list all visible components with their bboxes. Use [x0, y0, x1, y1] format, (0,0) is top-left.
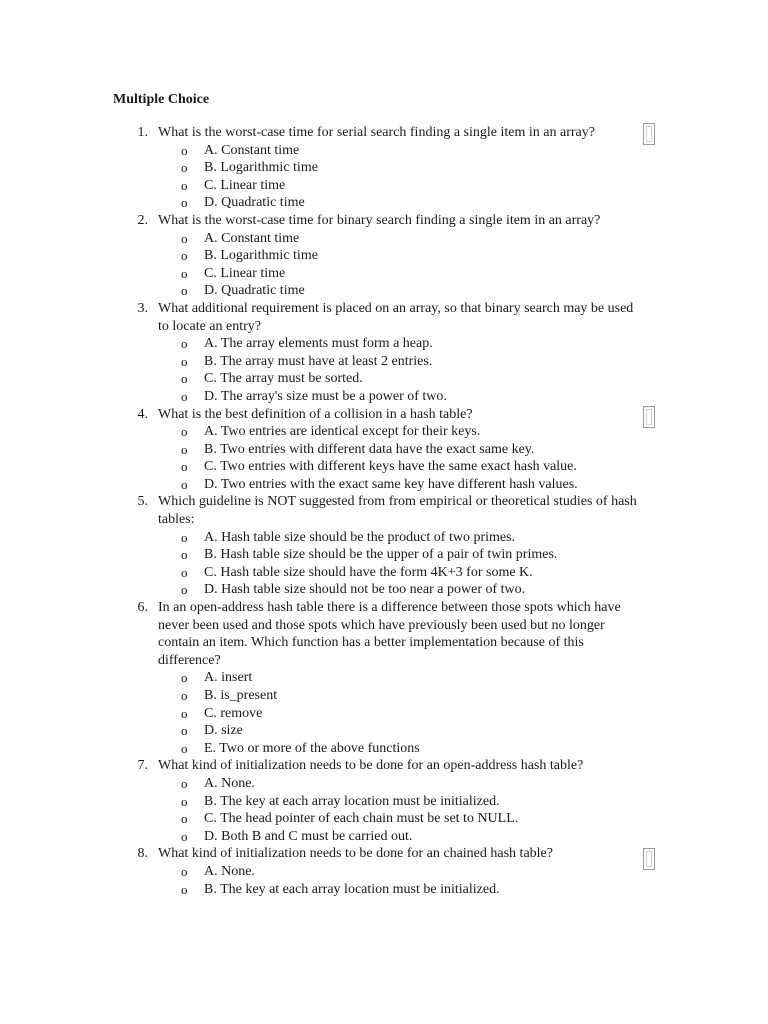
option-text: C. Linear time — [204, 265, 286, 281]
question-text: In an open-address hash table there is a difference between those spots which have never been used and those spots which have previously been used but no longer contain an item. Which function has a better implementation because of this difference? — [158, 600, 621, 668]
option-list — [0, 775, 768, 845]
option-text: D. Quadratic time — [204, 195, 305, 211]
option-text: D. Two entries with the exact same key have different hash values. — [204, 476, 578, 492]
bullet-icon: o — [181, 230, 188, 246]
answer-option — [0, 564, 768, 582]
question-text: What is the worst-case time for binary search finding a single item in an array? — [158, 212, 601, 228]
answer-option — [0, 282, 768, 300]
bullet-icon: o — [181, 529, 188, 545]
question-number: 2. — [137, 212, 148, 228]
option-text: D. size — [204, 723, 243, 739]
option-text: A. Hash table size should be the product of two primes. — [204, 529, 516, 545]
bullet-icon: o — [181, 476, 188, 492]
answer-option — [0, 476, 768, 494]
question-item — [0, 300, 768, 406]
answer-option — [0, 687, 768, 705]
bullet-icon: o — [181, 424, 188, 440]
question-number: 1. — [137, 125, 148, 140]
option-text: C. remove — [204, 705, 263, 721]
bullet-icon: o — [181, 283, 188, 299]
section-heading: Multiple Choice — [113, 92, 210, 107]
bullet-icon: o — [181, 265, 188, 281]
question-number: 7. — [137, 758, 148, 774]
bullet-icon: o — [181, 881, 188, 897]
option-text: B. Two entries with different data have the exact same key. — [204, 441, 535, 457]
answer-option — [0, 828, 768, 846]
bullet-icon: o — [181, 195, 188, 211]
option-list — [0, 335, 768, 405]
bullet-icon: o — [181, 811, 188, 827]
answer-option — [0, 370, 768, 388]
bullet-icon: o — [181, 582, 188, 598]
answer-option — [0, 581, 768, 599]
question-number: 8. — [137, 846, 148, 862]
option-list — [0, 669, 768, 757]
answer-option — [0, 669, 768, 687]
answer-option — [0, 159, 768, 177]
option-text: B. The array must have at least 2 entries. — [204, 353, 433, 369]
bullet-icon: o — [181, 459, 188, 475]
option-text: C. Two entries with different keys have the same exact hash value. — [204, 459, 577, 475]
option-text: D. Quadratic time — [204, 283, 305, 299]
option-text: C. Hash table size should have the form 4K+3 for some K. — [204, 564, 533, 580]
option-text: A. Two entries are identical except for their keys. — [204, 424, 481, 440]
bullet-icon: o — [181, 688, 188, 703]
option-text: B. Logarithmic time — [204, 160, 318, 176]
option-text: B. The key at each array location must be initialized. — [204, 793, 500, 809]
question-number: 5. — [137, 494, 148, 510]
question-text: Which guideline is NOT suggested from from empirical or theoretical studies of hash tables: — [158, 494, 637, 528]
answer-option — [0, 529, 768, 547]
bullet-icon: o — [181, 564, 188, 580]
answer-option — [0, 775, 768, 793]
option-text: B. is_present — [204, 688, 278, 703]
answer-option — [0, 881, 768, 899]
question-number: 6. — [137, 600, 148, 616]
option-text: A. The array elements must form a heap. — [204, 336, 433, 352]
option-text: E. Two or more of the above functions — [204, 740, 420, 756]
answer-option — [0, 740, 768, 758]
option-text: A. insert — [204, 670, 253, 686]
option-text: D. Both B and C must be carried out. — [204, 828, 413, 844]
question-text: What is the best definition of a collision in a hash table? — [158, 406, 473, 422]
bullet-icon: o — [181, 740, 188, 756]
bullet-icon: o — [181, 177, 188, 193]
answer-option — [0, 810, 768, 828]
answer-option — [0, 388, 768, 406]
question-item — [0, 757, 768, 845]
answer-option — [0, 793, 768, 811]
bullet-icon: o — [181, 723, 188, 739]
question-text: What kind of initialization needs to be done for an chained hash table? — [158, 846, 553, 862]
answer-option — [0, 353, 768, 371]
bullet-icon: o — [181, 336, 188, 352]
bullet-icon: o — [181, 705, 188, 721]
question-item — [0, 599, 768, 757]
bullet-icon: o — [181, 670, 188, 686]
bullet-icon: o — [181, 160, 188, 176]
question-item — [0, 212, 768, 300]
question-list — [0, 124, 768, 898]
option-list — [0, 529, 768, 599]
answer-option — [0, 705, 768, 723]
placeholder-box-icon — [643, 123, 655, 145]
option-text: A. Constant time — [204, 230, 300, 246]
option-text: A. Constant time — [204, 142, 300, 158]
option-text: C. Linear time — [204, 177, 286, 193]
option-list — [0, 230, 768, 300]
answer-option — [0, 247, 768, 265]
question-text: What is the worst-case time for serial search finding a single item in an array? — [158, 125, 595, 140]
option-text: B. Logarithmic time — [204, 248, 318, 264]
placeholder-box-icon — [643, 406, 655, 428]
bullet-icon: o — [181, 248, 188, 264]
answer-option — [0, 230, 768, 248]
answer-option — [0, 722, 768, 740]
answer-option — [0, 335, 768, 353]
answer-option — [0, 177, 768, 195]
answer-option — [0, 441, 768, 459]
question-text: What kind of initialization needs to be done for an open-address hash table? — [158, 758, 584, 774]
bullet-icon: o — [181, 441, 188, 457]
bullet-icon: o — [181, 142, 188, 158]
option-text: D. Hash table size should not be too near a power of two. — [204, 582, 526, 598]
option-text: C. The array must be sorted. — [204, 371, 363, 387]
question-number: 3. — [137, 300, 148, 316]
answer-option — [0, 458, 768, 476]
option-text: B. The key at each array location must be initialized. — [204, 881, 500, 897]
placeholder-box-icon — [643, 848, 655, 870]
option-text: D. The array's size must be a power of two. — [204, 388, 447, 404]
bullet-icon: o — [181, 793, 188, 809]
bullet-icon: o — [181, 828, 188, 844]
bullet-icon: o — [181, 353, 188, 369]
option-text: A. None. — [204, 863, 255, 879]
option-list — [0, 142, 768, 212]
bullet-icon: o — [181, 371, 188, 387]
question-item — [0, 493, 768, 599]
option-text: A. None. — [204, 775, 255, 791]
bullet-icon: o — [181, 863, 188, 879]
answer-option — [0, 546, 768, 564]
answer-option — [0, 194, 768, 212]
bullet-icon: o — [181, 775, 188, 791]
question-text: What additional requirement is placed on an array, so that binary search may be used to locate an entry? — [158, 300, 634, 334]
bullet-icon: o — [181, 547, 188, 563]
option-text: C. The head pointer of each chain must be set to NULL. — [204, 811, 519, 827]
question-number: 4. — [137, 406, 148, 422]
option-list — [0, 423, 768, 493]
bullet-icon: o — [181, 388, 188, 404]
answer-option — [0, 265, 768, 283]
option-text: B. Hash table size should be the upper of a pair of twin primes. — [204, 547, 558, 563]
